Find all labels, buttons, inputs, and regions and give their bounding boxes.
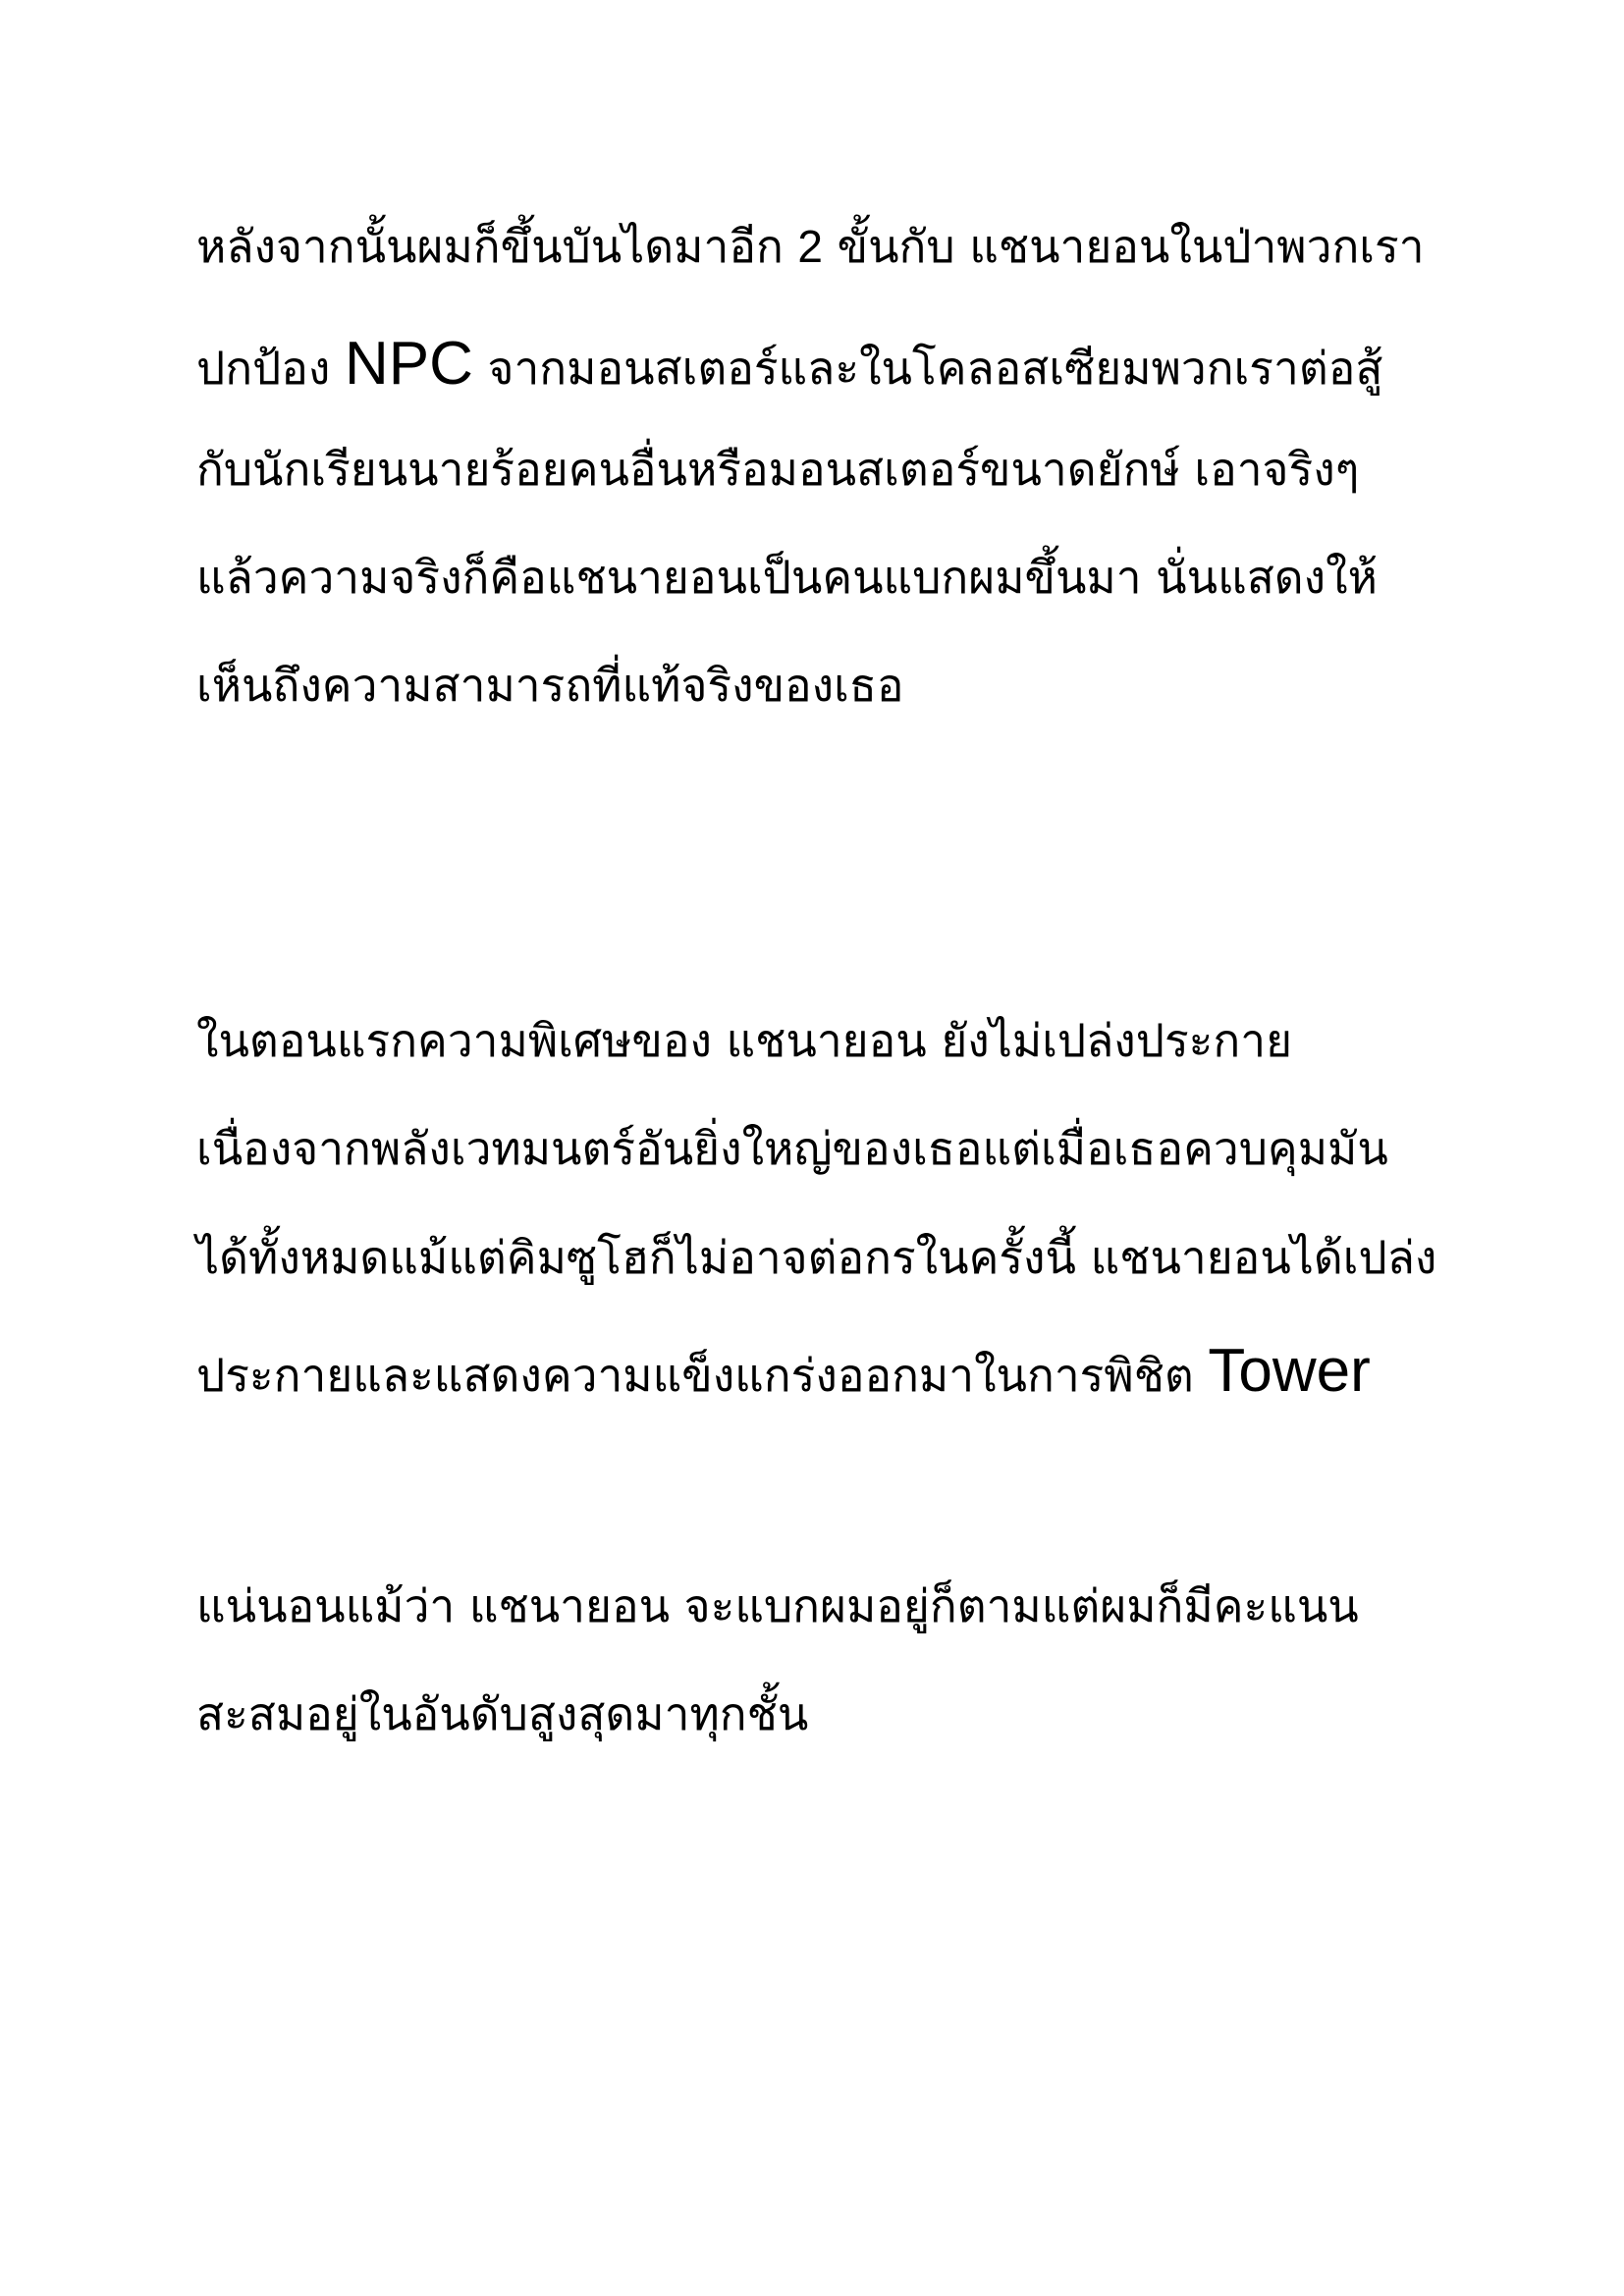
paragraph-1-line-5: เห็นถึงความสามารถที่แท้จริงของเธอ xyxy=(196,659,904,712)
paragraph-2-line-3: ได้ทั้งหมดแม้แต่คิมซูโฮก็ไม่อาจต่อกรในครั้งนี้ แชนายอนได้เปล่ง xyxy=(196,1231,1437,1284)
text-segment: ปกป้อง xyxy=(196,342,345,395)
paragraph-2-line-2: เนื่องจากพลังเวทมนตร์อันยิ่งใหญ่ของเธอแต่เมื่อเธอควบคุมมัน xyxy=(196,1122,1388,1175)
paragraph-1-line-1 xyxy=(196,220,1473,273)
text-segment: จากมอนสเตอร์และในโคลอสเซียมพวกเราต่อสู้ xyxy=(472,342,1383,395)
paragraph-1-line-2 xyxy=(196,330,1473,398)
number-text: 2 xyxy=(797,221,824,272)
paragraph-3-line-1: แน่นอนแม้ว่า แชนายอน จะแบกผมอยู่ก็ตามแต่ผมก็มีคะแนน xyxy=(196,1579,1359,1632)
paragraph-3-line-2: สะสมอยู่ในอันดับสูงสุดมาทุกชั้น xyxy=(196,1687,809,1740)
paragraph-2-line-4 xyxy=(196,1337,1473,1405)
paragraph-1-line-3: กับนักเรียนนายร้อยคนอื่นหรือมอนสเตอร์ขนาดยักษ์ เอาจริงๆ xyxy=(196,443,1360,496)
text-segment: หลังจากนั้นผมก็ขึ้นบันไดมาอีก xyxy=(196,220,798,273)
paragraph-2-line-1: ในตอนแรกความพิเศษของ แชนายอน ยังไม่เปล่งประกาย xyxy=(196,1014,1293,1067)
paragraph-1-line-4: แล้วความจริงก็คือแชนายอนเป็นคนแบกผมขึ้นมา นั่นแสดงให้ xyxy=(196,551,1378,604)
latin-word: Tower xyxy=(1208,1337,1371,1405)
latin-word: NPC xyxy=(344,330,473,398)
text-segment: ขั้นกับ แชนายอนในป่าพวกเรา xyxy=(823,220,1425,273)
text-segment: ประกายและแสดงความแข็งแกร่งออกมาในการพิชิต xyxy=(196,1349,1209,1402)
